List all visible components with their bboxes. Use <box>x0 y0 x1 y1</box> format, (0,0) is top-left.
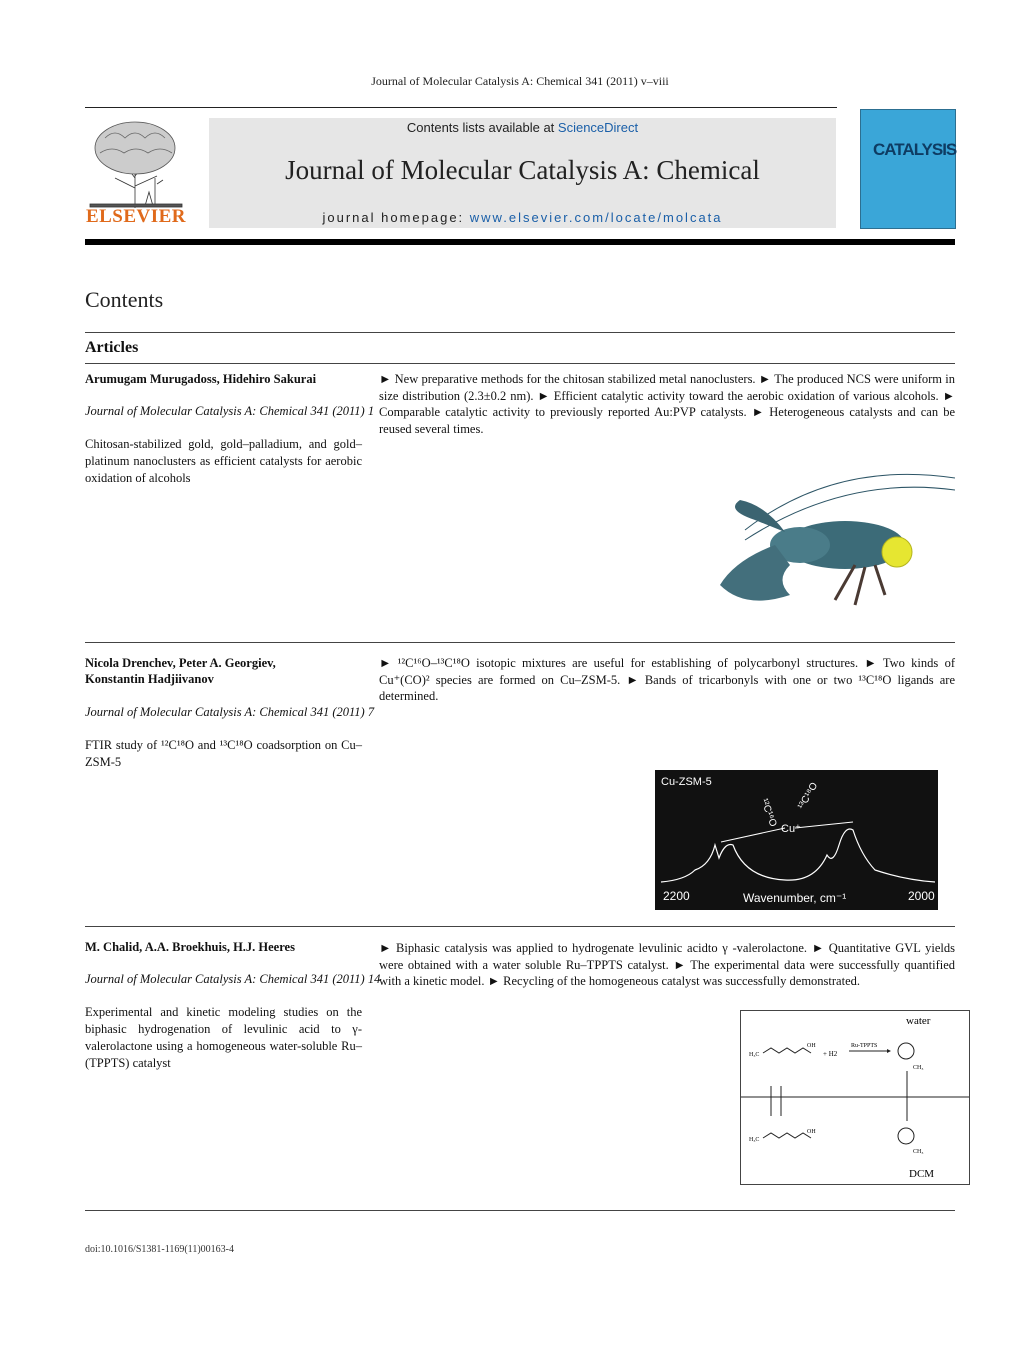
sciencedirect-link[interactable]: ScienceDirect <box>557 120 639 135</box>
elsevier-logo[interactable] <box>85 118 187 228</box>
ga-water: water <box>906 1015 931 1027</box>
journal-title: Journal of Molecular Catalysis A: Chemical <box>285 155 760 185</box>
ga-x-label: Wavenumber, cm⁻¹ <box>743 891 847 905</box>
ga-x-right: 2000 <box>908 889 935 903</box>
tree-icon <box>85 118 187 210</box>
svg-text:H₃C: H₃C <box>749 1052 760 1058</box>
article-1-highlights: ► New preparative methods for the chitosan stabilized metal nanoclusters. ► The produced NCS were uniform in size distribution (2.3±0.2 nm). ► Efficient catalytic activity toward the aerobic oxidation of various alcohols. ► Comparable catalytic activity to previously reported Au:PVP catalysts. ► Heterogeneous catalysts and can be reused several times. <box>379 372 955 437</box>
cover-title: CATALYSIS <box>873 140 957 159</box>
contents-available: Contents lists available at ScienceDirect <box>406 120 639 135</box>
article-2-graphical-abstract <box>655 770 938 910</box>
article-2-highlights: ► ¹²C¹⁶O–¹³C¹⁸O isotopic mixtures are useful for establishing of polycarbonyl structures. ► Two kinds of Cu⁺(CO)² species are formed on Cu–ZSM-5. ► Bands of tricarbonyls with one or two ¹³C¹⁸O ligands are determined. <box>379 656 955 704</box>
article-3-graphical-abstract <box>740 1010 970 1185</box>
ga-ligand-right: ¹³C¹⁸O <box>796 780 821 812</box>
svg-text:OH: OH <box>807 1043 816 1049</box>
svg-text:CH₃: CH₃ <box>913 1065 924 1071</box>
article-3-citation[interactable]: Journal of Molecular Catalysis A: Chemical 341 (2011) 14 <box>85 972 381 986</box>
journal-cover[interactable] <box>860 109 956 229</box>
article-2-citation[interactable]: Journal of Molecular Catalysis A: Chemical 341 (2011) 7 <box>85 705 375 719</box>
lobster-icon <box>715 470 955 620</box>
header-thick-rule <box>85 239 955 245</box>
ga-x-left: 2200 <box>663 889 690 903</box>
article-1-citation[interactable]: Journal of Molecular Catalysis A: Chemical 341 (2011) 1 <box>85 404 375 418</box>
elsevier-wordmark: ELSEVIER <box>85 206 187 227</box>
svg-text:+ H2: + H2 <box>823 1050 838 1058</box>
divider <box>85 1210 955 1211</box>
divider <box>85 332 955 333</box>
article-3-authors: M. Chalid, A.A. Broekhuis, H.J. Heeres <box>85 940 295 954</box>
journal-homepage: journal homepage: www.elsevier.com/locate/molcata <box>322 210 723 225</box>
svg-text:Ru-TPPTS: Ru-TPPTS <box>851 1043 878 1049</box>
ga-center: Cu⁺ <box>781 823 801 835</box>
svg-text:OH: OH <box>807 1129 816 1135</box>
ga-dcm: DCM <box>909 1168 935 1180</box>
article-2-title[interactable]: FTIR study of ¹²C¹⁸O and ¹³C¹⁸O coadsorption on Cu–ZSM-5 <box>85 738 362 769</box>
article-2-authors: Nicola Drenchev, Peter A. Georgiev, Konstantin Hadjiivanov <box>85 656 276 686</box>
divider <box>85 642 955 643</box>
homepage-link[interactable]: www.elsevier.com/locate/molcata <box>469 210 723 225</box>
svg-text:CH₃: CH₃ <box>913 1149 924 1155</box>
ga-ligand-left: ¹²C¹⁶O <box>758 797 779 829</box>
article-1-authors: Arumugam Murugadoss, Hidehiro Sakurai <box>85 372 317 386</box>
svg-text:H₃C: H₃C <box>749 1137 760 1143</box>
section-title: Articles <box>85 339 139 356</box>
article-3-title[interactable]: Experimental and kinetic modeling studies on the biphasic hydrogenation of levulinic acid to γ-valerolactone using a homogeneous water-soluble Ru–(TPPTS) catalyst <box>85 1005 362 1070</box>
article-1-title[interactable]: Chitosan-stabilized gold, gold–palladium, and gold–platinum nanoclusters as efficient catalysts for aerobic oxidation of alcohols <box>85 437 362 485</box>
divider <box>85 363 955 364</box>
divider <box>85 926 955 927</box>
journal-banner <box>209 118 836 228</box>
article-1-graphical-abstract <box>715 470 955 620</box>
ga-spectrum <box>661 829 935 882</box>
page-title: Contents <box>85 287 164 312</box>
doi[interactable]: doi:10.1016/S1381-1169(11)00163-4 <box>85 1244 234 1255</box>
header-rule <box>85 107 837 108</box>
running-head: Journal of Molecular Catalysis A: Chemical 341 (2011) v–viii <box>371 74 669 88</box>
article-3-highlights: ► Biphasic catalysis was applied to hydrogenate levulinic acidto γ -valerolactone. ► Quantitative GVL yields were obtained with a water soluble Ru–TPPTS catalyst. ► The experimental data were successfully quantified with a kinetic model. ► Recycling of the homogeneous catalyst was successfully demonstrated. <box>379 941 955 989</box>
ga-label: Cu-ZSM-5 <box>661 776 712 788</box>
